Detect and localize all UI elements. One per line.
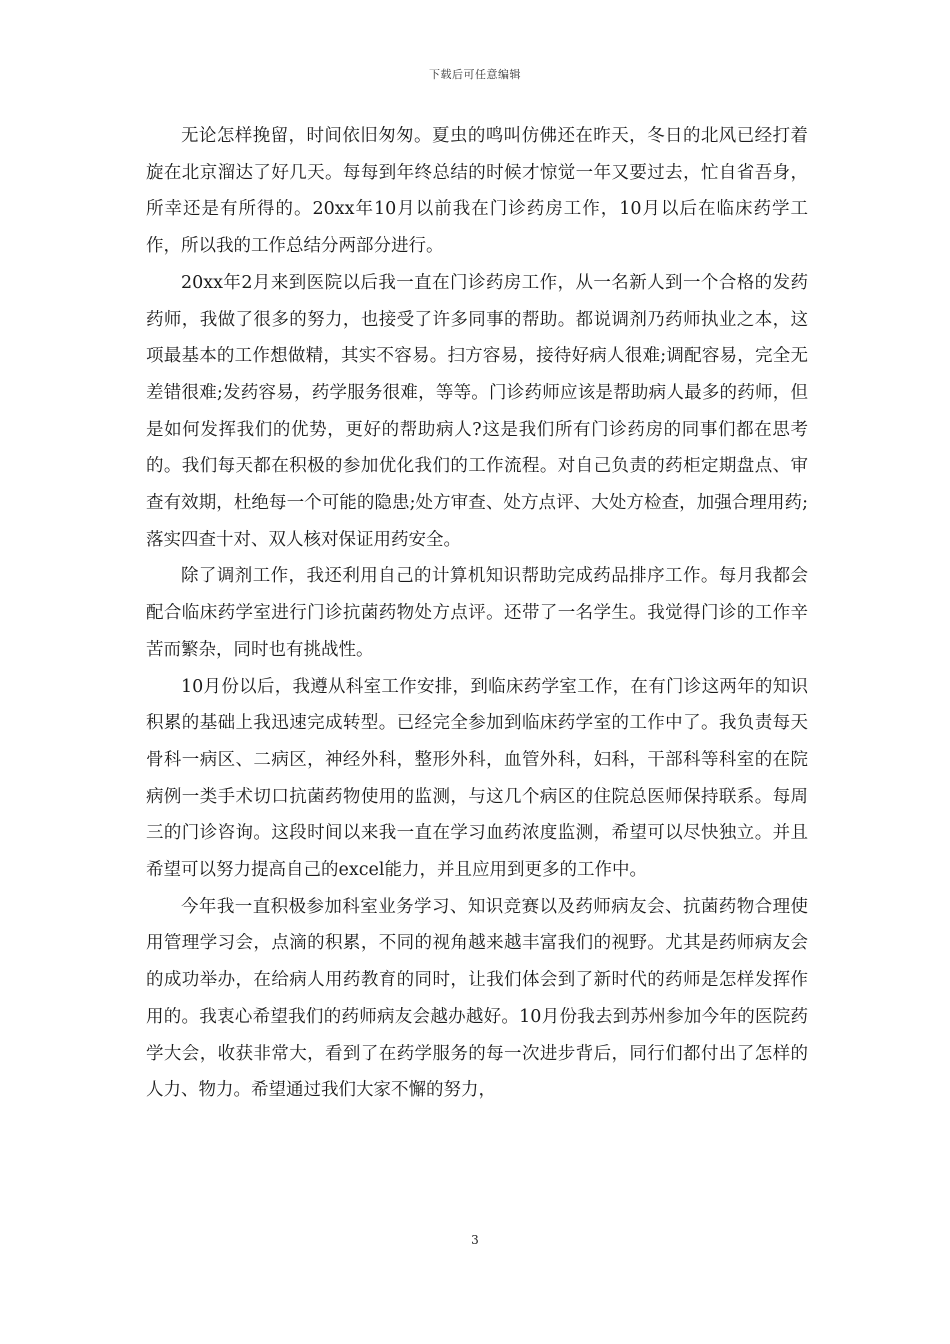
- paragraph-5: 今年我一直积极参加科室业务学习、知识竞赛以及药师病友会、抗菌药物合理使用管理学习会，点滴的积累，不同的视角越来越丰富我们的视野。尤其是药师病友会的成功举办，在给病人用药教育的同时，让我们体会到了新时代的药师是怎样发挥作用的。我衷心希望我们的药师病友会越办越好。10月份我去到苏州参加今年的医院药学大会，收获非常大，看到了在药学服务的每一次进步背后，同行们都付出了怎样的人力、物力。希望通过我们大家不懈的努力，: [146, 896, 808, 1101]
- page-number: 3: [471, 1233, 479, 1247]
- page-header: 下载后可任意编辑: [429, 68, 521, 81]
- paragraph-2: 20xx年2月来到医院以后我一直在门诊药房工作，从一名新人到一个合格的发药药师，我做了很多的努力，也接受了许多同事的帮助。都说调剂乃药师执业之本，这项最基本的工作想做精，其实不容易。扫方容易，接待好病人很难;调配容易，完全无差错很难;发药容易，药学服务很难，等等。门诊药师应该是帮助病人最多的药师，但是如何发挥我们的优势，更好的帮助病人?这是我们所有门诊药房的同事们都在思考的。我们每天都在积极的参加优化我们的工作流程。对自己负责的药柜定期盘点、审查有效期，杜绝每一个可能的隐患;处方审查、处方点评、大处方检查，加强合理用药;落实四查十对、双人核对保证用药安全。: [146, 272, 808, 550]
- document-body: [146, 118, 808, 1109]
- paragraph-3: 除了调剂工作，我还利用自己的计算机知识帮助完成药品排序工作。每月我都会配合临床药学室进行门诊抗菌药物处方点评。还带了一名学生。我觉得门诊的工作辛苦而繁杂，同时也有挑战性。: [146, 566, 808, 660]
- paragraph-1: 无论怎样挽留，时间依旧匆匆。夏虫的鸣叫仿佛还在昨天，冬日的北风已经打着旋在北京溜达了好几天。每每到年终总结的时候才惊觉一年又要过去，忙自省吾身，所幸还是有所得的。20xx年10月以前我在门诊药房工作，10月以后在临床药学工作，所以我的工作总结分两部分进行。: [146, 126, 808, 257]
- paragraph-4: 10月份以后，我遵从科室工作安排，到临床药学室工作，在有门诊这两年的知识积累的基础上我迅速完成转型。已经完全参加到临床药学室的工作中了。我负责每天骨科一病区、二病区，神经外科，整形外科，血管外科，妇科，干部科等科室的在院病例一类手术切口抗菌药物使用的监测，与这几个病区的住院总医师保持联系。每周三的门诊咨询。这段时间以来我一直在学习血药浓度监测，希望可以尽快独立。并且希望可以努力提高自己的excel能力，并且应用到更多的工作中。: [146, 676, 808, 881]
